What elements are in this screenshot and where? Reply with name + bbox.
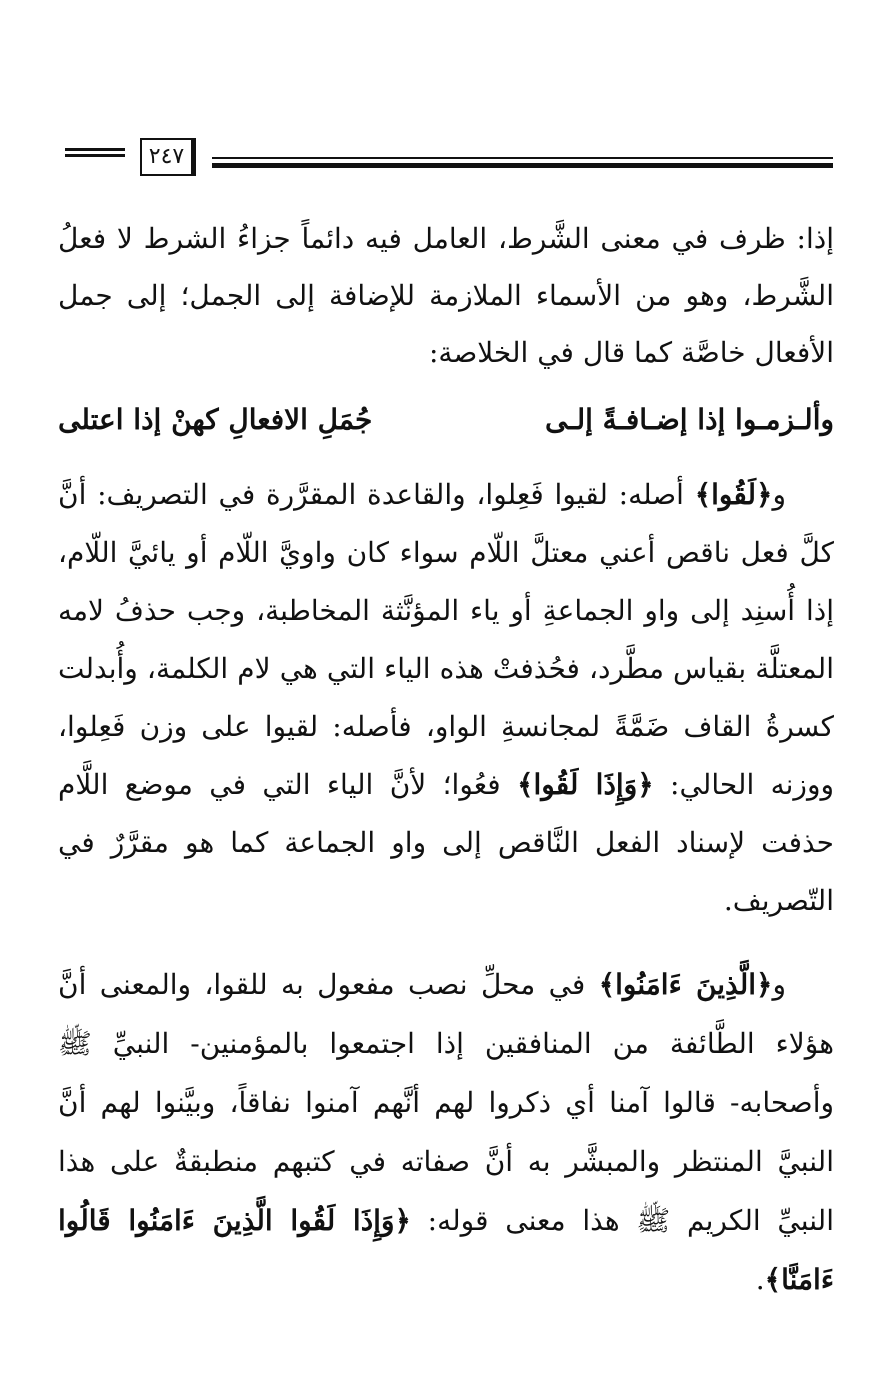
quran-quote: ﴿الَّذِينَ ءَامَنُوا﴾ [598,968,773,1001]
quran-quote: ﴿وَإِذَا لَقُوا﴾ [517,768,654,801]
header-rule-right [212,157,833,168]
paragraph-3-text-b: . [755,1263,765,1296]
paragraph-2-text-b: فعُوا؛ لأنَّ الياء التي في موضع اللَّام حذفت لإسناد الفعل النَّاقص إلى واو الجماعة كما هو مقرَّرٌ في التّصريف. [58,768,834,917]
verse-hemistich-2: جُمَلِ الافعالِ كهنْ إذا اعتلى [58,403,373,436]
paragraph-3-text-a: في محلِّ نصب مفعول به للقوا، والمعنى أنَّ هؤلاء الطَّائفة من المنافقين إذا اجتمعوا بالمؤمنين- النبيِّ ﷺ وأصحابه- قالوا آمنا أي ذكروا لهم أنَّهم آمنوا نفاقاً، وبيَّنوا لهم أنَّ النبيَّ المنتظر والمبشَّر به أنَّ صفاته في كتبهم منطبقةٌ على هذا النبيِّ الكريم ﷺ هذا معنى قوله: [58,968,834,1237]
poetry-verse [58,395,834,445]
quran-quote: ﴿وَإِذَا لَقُوا الَّذِينَ ءَامَنُوا قَالُوا ءَامَنَّا﴾ [58,1204,834,1296]
paragraph-1: إذا: ظرف في معنى الشَّرط، العامل فيه دائماً جزاءُ الشرط لا فعلُ الشَّرط، وهو من الأسماء الملازمة للإضافة إلى الجمل؛ إلى جمل الأفعال خاصَّة كما قال في الخلاصة: [58,222,834,369]
paragraph-3 [58,955,834,1309]
paragraph-2-prefix: و [772,478,786,511]
quran-quote: ﴿لَقُوا﴾ [694,478,773,511]
header-rule-left [65,148,125,157]
paragraph-2 [58,466,834,930]
verse-hemistich-1: وألـزمـوا إذا إضـافـةً إلـى [545,403,834,436]
paragraph-3-prefix: و [772,968,786,1001]
page-number: ٢٤٧ [140,138,196,176]
paragraph-2-text-a: أصله: لقيوا فَعِلوا، والقاعدة المقرَّرة في التصريف: أنَّ كلَّ فعل ناقص أعني معتلَّ اللّام سواء كان واويَّ اللّام أو يائيَّ اللّام، إذا أُسنِد إلى واو الجماعةِ أو ياء المؤنَّثة المخاطبة، وجب حذفُ لامه المعتلَّة بقياس مطَّرد، فحُذفتْ هذه الياء التي هي لام الكلمة، وأُبدلت كسرةُ القاف ضَمَّةً لمجانسةِ الواو، فأصله: لقيوا على وزن فَعِلوا، ووزنه الحالي: [58,478,834,801]
